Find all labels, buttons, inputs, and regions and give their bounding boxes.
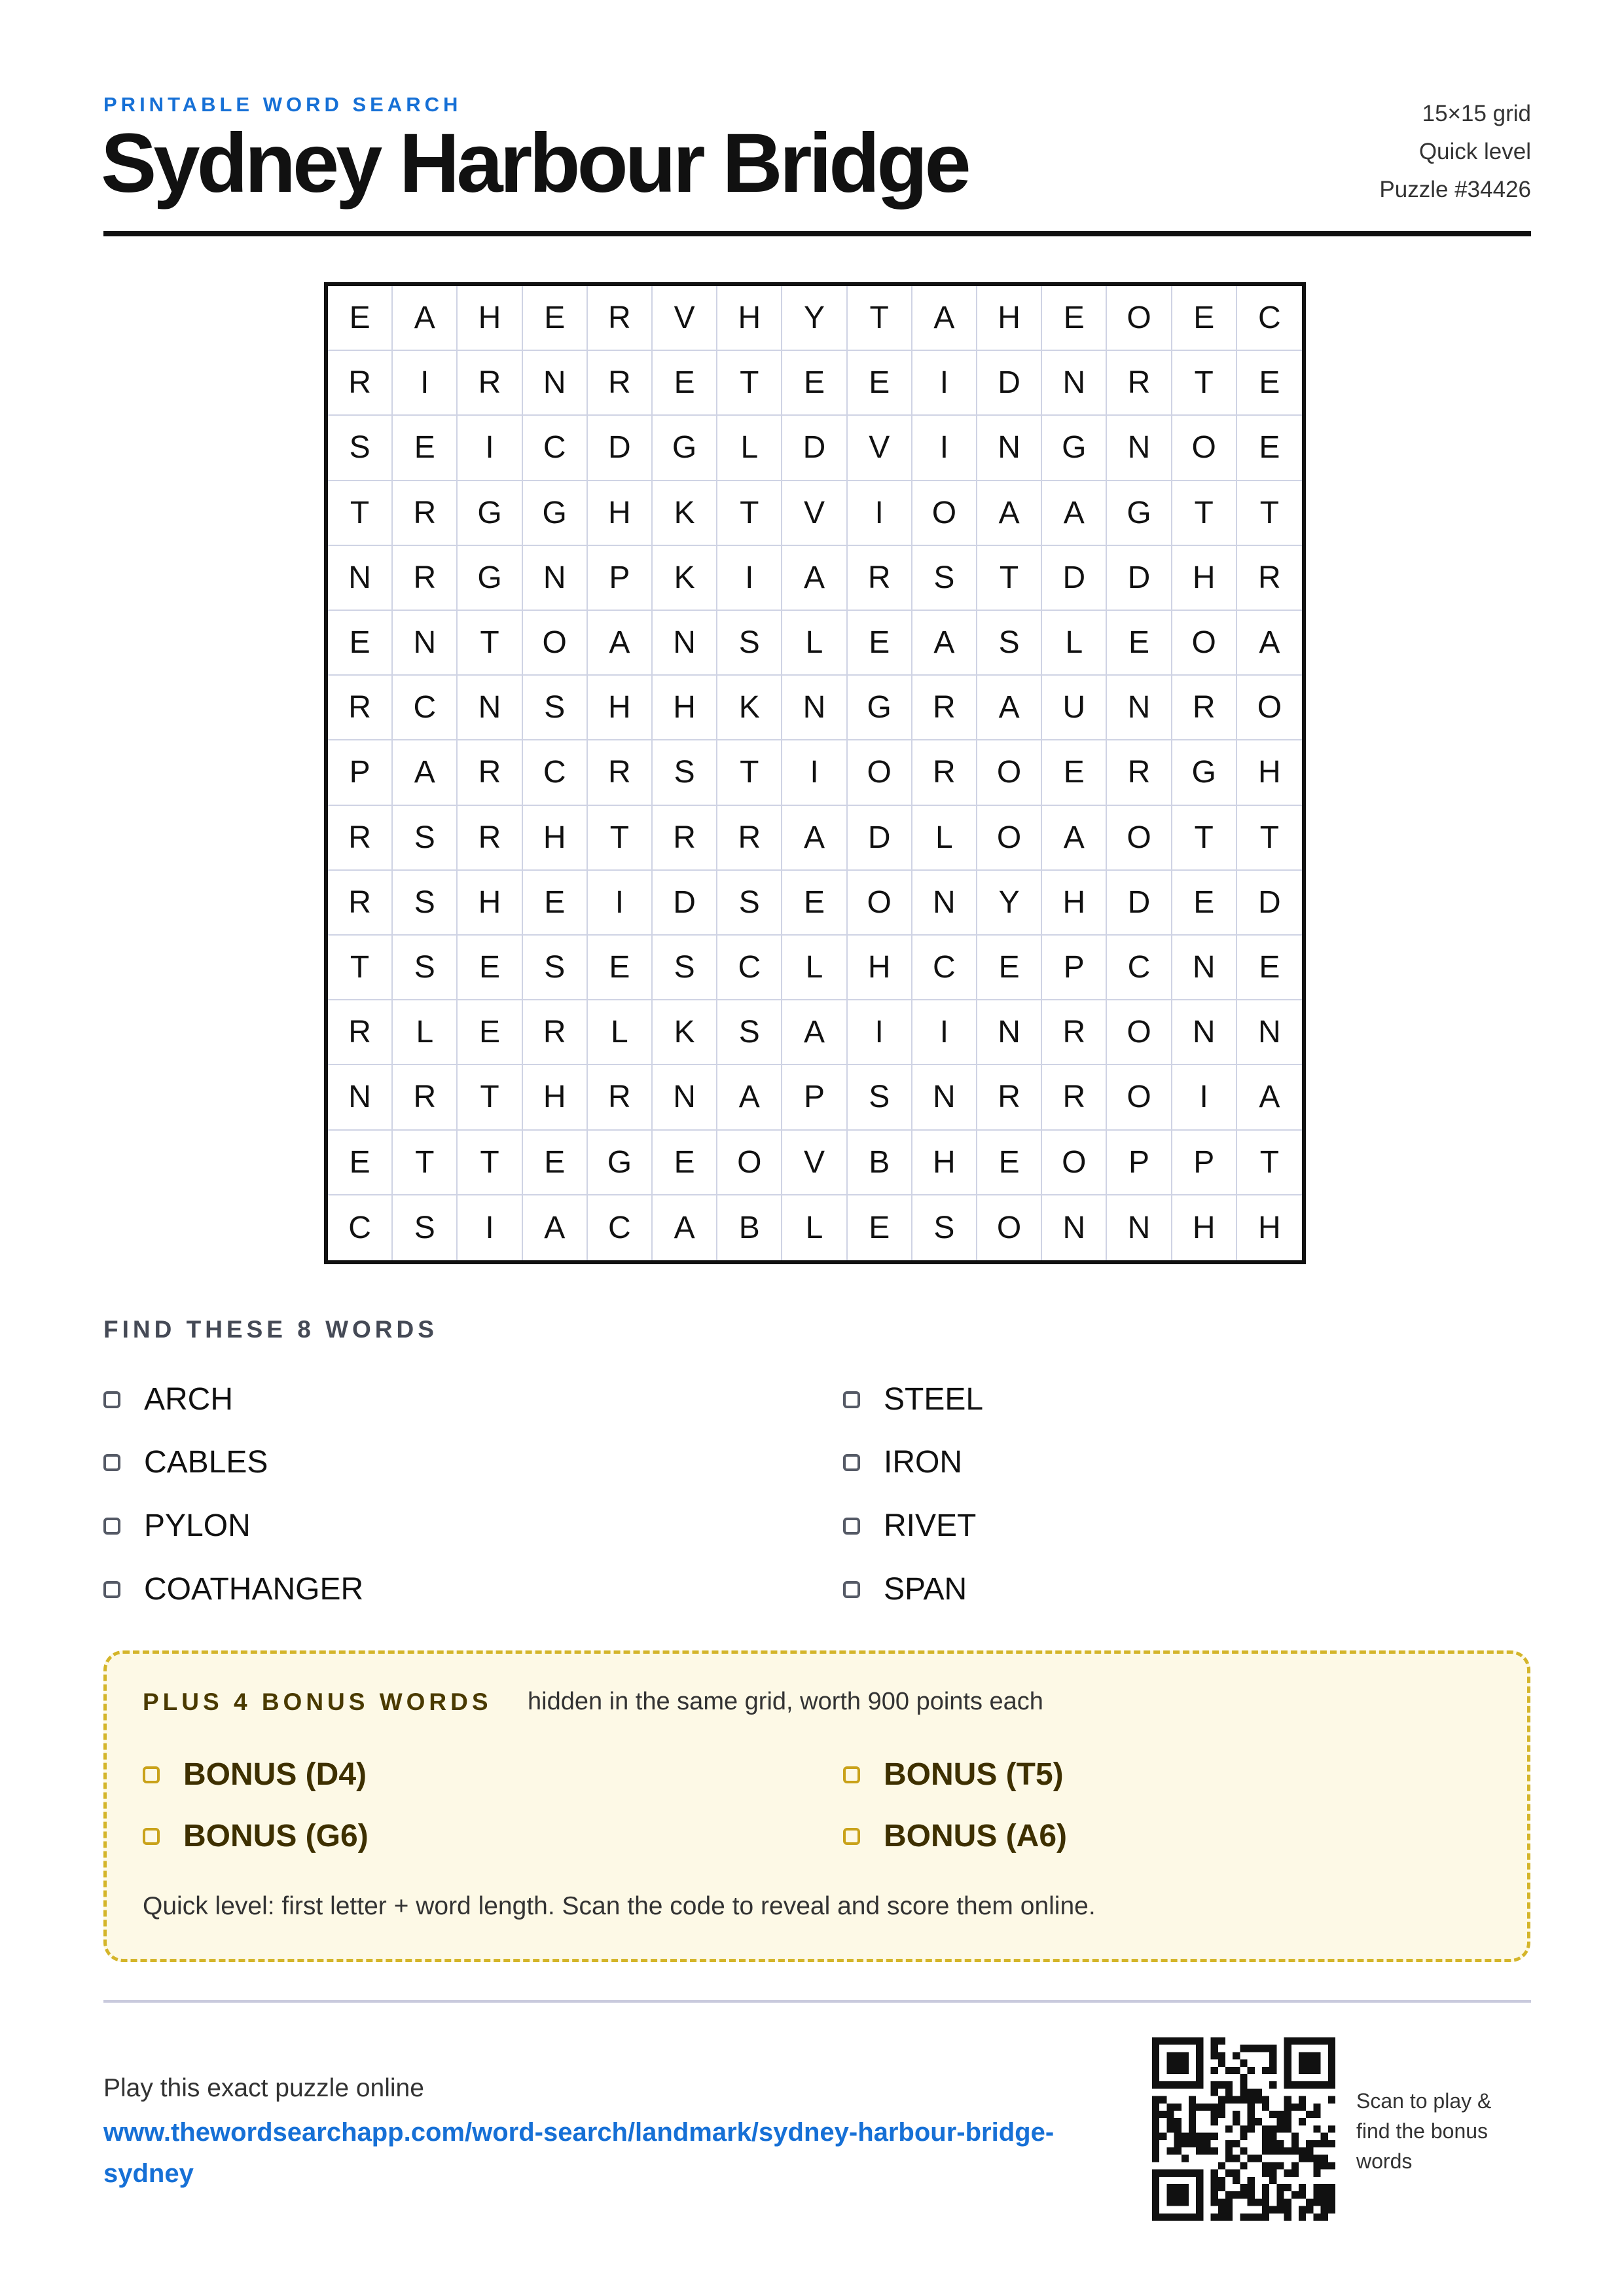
grid-cell[interactable]: S	[653, 936, 717, 1000]
grid-cell[interactable]: V	[653, 286, 717, 351]
grid-cell[interactable]: S	[393, 871, 458, 936]
grid-cell[interactable]: P	[1042, 936, 1107, 1000]
word-item[interactable]	[843, 1381, 983, 1417]
page-title: Sydney Harbour Bridge	[101, 117, 968, 210]
grid-cell[interactable]: L	[393, 1000, 458, 1065]
grid-cell[interactable]: P	[588, 546, 653, 611]
grid-cell[interactable]: T	[1172, 806, 1237, 871]
grid-cell[interactable]: S	[393, 936, 458, 1000]
grid-cell[interactable]: K	[653, 1000, 717, 1065]
grid-cell[interactable]: H	[1042, 871, 1107, 936]
grid-cell[interactable]: C	[328, 1195, 393, 1260]
grid-cell[interactable]: I	[458, 416, 522, 481]
grid-cell[interactable]: R	[912, 740, 977, 805]
grid-cell[interactable]: C	[912, 936, 977, 1000]
grid-cell[interactable]: T	[1172, 481, 1237, 546]
word-checkbox[interactable]	[843, 1518, 860, 1535]
grid-cell[interactable]: I	[458, 1195, 522, 1260]
grid-cell[interactable]: A	[588, 611, 653, 676]
grid-cell[interactable]: O	[1172, 611, 1237, 676]
grid-cell[interactable]: O	[1042, 1131, 1107, 1195]
word-label: SPAN	[884, 1572, 967, 1607]
grid-cell[interactable]: H	[523, 806, 588, 871]
grid-cell[interactable]: N	[328, 546, 393, 611]
grid-cell[interactable]: N	[328, 1065, 393, 1130]
grid-cell[interactable]: E	[328, 611, 393, 676]
grid-cell[interactable]: H	[1258, 1210, 1281, 1245]
grid-cell[interactable]: N	[977, 1000, 1042, 1065]
grid-cell[interactable]: G	[653, 416, 717, 481]
grid-cell[interactable]: H	[848, 936, 912, 1000]
kicker-label: PRINTABLE WORD SEARCH	[103, 93, 462, 116]
grid-cell[interactable]: A	[393, 740, 458, 805]
grid-cell[interactable]: D	[1042, 546, 1107, 611]
grid-cell[interactable]: E	[458, 1000, 522, 1065]
grid-cell[interactable]: O	[1107, 286, 1172, 351]
grid-cell[interactable]: R	[588, 286, 653, 351]
grid-cell[interactable]: A	[1237, 1065, 1302, 1130]
qr-code-icon[interactable]	[1152, 2037, 1335, 2221]
grid-cell[interactable]: D	[653, 871, 717, 936]
grid-cell[interactable]: N	[1107, 676, 1172, 740]
grid-cell[interactable]: H	[458, 871, 522, 936]
grid-cell[interactable]: G	[848, 676, 912, 740]
grid-cell[interactable]: A	[523, 1195, 588, 1260]
grid-cell[interactable]: H	[523, 1065, 588, 1130]
grid-cell[interactable]: I	[912, 416, 977, 481]
grid-cell[interactable]: H	[977, 286, 1042, 351]
grid-cell[interactable]: R	[1107, 351, 1172, 416]
grid-cell[interactable]: V	[782, 1131, 847, 1195]
grid-cell[interactable]: R	[458, 351, 522, 416]
grid-cell[interactable]: S	[393, 1195, 458, 1260]
grid-cell[interactable]: R	[588, 351, 653, 416]
grid-cell[interactable]: A	[1237, 611, 1302, 676]
grid-cell[interactable]: L	[588, 1000, 653, 1065]
grid-cell[interactable]: E	[977, 936, 1042, 1000]
bonus-checkbox[interactable]	[143, 1828, 160, 1845]
grid-cell[interactable]: N	[782, 676, 847, 740]
grid-cell[interactable]: H	[458, 286, 522, 351]
grid-cell[interactable]: N	[393, 611, 458, 676]
grid-cell[interactable]: T	[328, 481, 393, 546]
grid-cell[interactable]: B	[848, 1131, 912, 1195]
footer-divider	[103, 2000, 1531, 2003]
grid-cell[interactable]: H	[653, 676, 717, 740]
grid-cell[interactable]: T	[1237, 1131, 1302, 1195]
grid-cell[interactable]: R	[1107, 740, 1172, 805]
bonus-note: Quick level: first letter + word length. Scan the code to reveal and score them online.	[143, 1892, 1096, 1920]
grid-cell[interactable]: T	[328, 936, 393, 1000]
grid-cell[interactable]: S	[717, 871, 782, 936]
grid-cell[interactable]: E	[653, 351, 717, 416]
grid-cell[interactable]: O	[717, 1131, 782, 1195]
word-label: IRON	[884, 1445, 962, 1480]
bonus-checkbox[interactable]	[843, 1766, 860, 1783]
word-checkbox[interactable]	[103, 1518, 120, 1535]
grid-cell[interactable]: L	[912, 806, 977, 871]
grid-cell[interactable]: K	[653, 546, 717, 611]
word-checkbox[interactable]	[103, 1454, 120, 1471]
word-item[interactable]	[843, 1571, 967, 1607]
grid-cell[interactable]: R	[588, 740, 653, 805]
grid-cell[interactable]: E	[328, 1131, 393, 1195]
word-checkbox[interactable]	[103, 1391, 120, 1408]
grid-cell[interactable]: G	[458, 546, 522, 611]
grid-cell[interactable]: S	[717, 1000, 782, 1065]
grid-cell[interactable]: T	[1172, 351, 1237, 416]
grid-cell[interactable]: G	[458, 481, 522, 546]
grid-cell[interactable]: O	[977, 1195, 1042, 1260]
grid-cell[interactable]: T	[977, 546, 1042, 611]
grid-cell[interactable]: N	[523, 351, 588, 416]
grid-cell[interactable]: E	[523, 871, 588, 936]
grid-cell[interactable]: N	[1042, 351, 1107, 416]
grid-cell[interactable]: O	[1107, 1065, 1172, 1130]
grid-cell[interactable]: G	[1172, 740, 1237, 805]
grid-cell[interactable]: S	[523, 936, 588, 1000]
grid-cell[interactable]: O	[1237, 676, 1302, 740]
grid-cell[interactable]: E	[1237, 351, 1302, 416]
grid-cell[interactable]: R	[717, 806, 782, 871]
grid-size-label: 15×15 grid	[1422, 101, 1531, 126]
grid-cell[interactable]: C	[1237, 286, 1302, 351]
grid-cell[interactable]: T	[1237, 806, 1302, 871]
grid-cell[interactable]: R	[1237, 546, 1302, 611]
grid-cell[interactable]: I	[848, 1000, 912, 1065]
grid-cell[interactable]: C	[588, 1195, 653, 1260]
grid-cell[interactable]: H	[717, 286, 782, 351]
bonus-item[interactable]	[143, 1818, 369, 1854]
bonus-subtitle: hidden in the same grid, worth 900 points each	[528, 1688, 1043, 1715]
grid-cell[interactable]: A	[717, 1065, 782, 1130]
grid-cell[interactable]: N	[1172, 936, 1237, 1000]
grid-cell[interactable]: A	[1042, 481, 1107, 546]
grid-cell[interactable]: I	[912, 351, 977, 416]
word-item[interactable]	[103, 1444, 268, 1480]
grid-cell[interactable]: R	[393, 1065, 458, 1130]
grid-cell[interactable]: E	[393, 416, 458, 481]
bonus-heading: PLUS 4 BONUS WORDS	[143, 1688, 492, 1715]
grid-cell[interactable]: R	[328, 351, 393, 416]
grid-cell[interactable]: N	[1042, 1195, 1107, 1260]
grid-cell[interactable]: E	[1107, 611, 1172, 676]
level-label: Quick level	[1418, 139, 1531, 164]
grid-cell[interactable]: N	[1107, 416, 1172, 481]
grid-cell[interactable]: O	[848, 740, 912, 805]
grid-cell[interactable]: R	[458, 806, 522, 871]
grid-cell[interactable]: T	[717, 740, 782, 805]
grid-cell[interactable]: C	[717, 936, 782, 1000]
grid-cell[interactable]: N	[977, 416, 1042, 481]
grid-cell[interactable]: B	[717, 1195, 782, 1260]
grid-cell[interactable]: E	[1172, 871, 1237, 936]
grid-cell[interactable]: S	[912, 546, 977, 611]
grid-cell[interactable]: R	[1042, 1065, 1107, 1130]
bonus-item[interactable]	[143, 1757, 367, 1793]
grid-cell[interactable]: T	[717, 481, 782, 546]
grid-cell[interactable]: A	[977, 676, 1042, 740]
grid-cell[interactable]: T	[393, 1131, 458, 1195]
grid-cell[interactable]: A	[1042, 806, 1107, 871]
words-heading: FIND THESE 8 WORDS	[103, 1316, 438, 1343]
grid-cell[interactable]: R	[848, 546, 912, 611]
grid-cell[interactable]: S	[717, 611, 782, 676]
grid-cell[interactable]: N	[912, 871, 977, 936]
word-item[interactable]	[103, 1571, 363, 1607]
grid-cell[interactable]: V	[782, 481, 847, 546]
grid-cell[interactable]: L	[782, 611, 847, 676]
grid-cell[interactable]: N	[1172, 1000, 1237, 1065]
grid-cell[interactable]: D	[848, 806, 912, 871]
grid-cell[interactable]: R	[328, 1000, 393, 1065]
grid-cell[interactable]: Y	[977, 871, 1042, 936]
grid-cell[interactable]: D	[588, 416, 653, 481]
grid-cell[interactable]: N	[523, 546, 588, 611]
grid-cell[interactable]: L	[717, 416, 782, 481]
grid-cell[interactable]: P	[1107, 1131, 1172, 1195]
grid-cell[interactable]: O	[1172, 416, 1237, 481]
grid-cell[interactable]: U	[1042, 676, 1107, 740]
grid-cell[interactable]: S	[912, 1195, 977, 1260]
grid-cell[interactable]: V	[848, 416, 912, 481]
grid-cell[interactable]: H	[588, 481, 653, 546]
bonus-label: BONUS (A6)	[884, 1819, 1068, 1853]
grid-cell[interactable]: D	[782, 416, 847, 481]
word-checkbox[interactable]	[103, 1581, 120, 1598]
grid-cell[interactable]: T	[1237, 481, 1302, 546]
grid-cell[interactable]: S	[393, 806, 458, 871]
word-label: PYLON	[144, 1508, 251, 1543]
word-label: STEEL	[884, 1382, 984, 1417]
grid-cell[interactable]: E	[848, 611, 912, 676]
grid-cell[interactable]: N	[653, 1065, 717, 1130]
grid-cell[interactable]: O	[977, 740, 1042, 805]
grid-cell[interactable]: R	[1172, 676, 1237, 740]
grid-cell[interactable]: A	[393, 286, 458, 351]
word-label: COATHANGER	[144, 1572, 364, 1607]
grid-cell[interactable]: G	[1107, 481, 1172, 546]
grid-cell[interactable]: E	[588, 936, 653, 1000]
grid-cell[interactable]: R	[328, 806, 393, 871]
grid-cell[interactable]: A	[912, 286, 977, 351]
grid-cell[interactable]: E	[653, 1131, 717, 1195]
grid-cell[interactable]: E	[977, 1131, 1042, 1195]
grid-cell[interactable]: R	[393, 546, 458, 611]
grid-cell[interactable]: N	[458, 676, 522, 740]
grid-cell[interactable]: R	[653, 806, 717, 871]
grid-cell[interactable]: T	[458, 611, 522, 676]
grid-cell[interactable]: I	[393, 351, 458, 416]
grid-cell[interactable]: I	[588, 871, 653, 936]
header-divider	[103, 231, 1531, 236]
grid-cell[interactable]: S	[848, 1065, 912, 1130]
grid-cell[interactable]: A	[977, 481, 1042, 546]
grid-cell[interactable]: P	[782, 1065, 847, 1130]
grid-cell[interactable]: I	[1172, 1065, 1237, 1130]
grid-cell[interactable]: N	[912, 1065, 977, 1130]
grid-cell[interactable]: T	[717, 351, 782, 416]
grid-cell[interactable]: R	[328, 871, 393, 936]
word-label: ARCH	[144, 1382, 234, 1417]
grid-cell[interactable]: A	[782, 806, 847, 871]
bonus-label: BONUS (D4)	[183, 1757, 367, 1792]
grid-cell[interactable]: S	[328, 416, 393, 481]
grid-cell[interactable]: O	[912, 481, 977, 546]
grid-cell[interactable]: T	[458, 1131, 522, 1195]
grid-cell[interactable]: E	[1237, 416, 1302, 481]
grid-cell[interactable]: R	[523, 1000, 588, 1065]
word-checkbox[interactable]	[843, 1391, 860, 1408]
grid-cell[interactable]: P	[328, 740, 393, 805]
grid-cell[interactable]: D	[977, 351, 1042, 416]
puzzle-number-label: Puzzle #34426	[1379, 177, 1531, 202]
bonus-item[interactable]	[843, 1757, 1064, 1793]
grid-cell[interactable]: I	[848, 481, 912, 546]
grid-cell[interactable]: A	[653, 1195, 717, 1260]
grid-cell[interactable]: E	[782, 351, 847, 416]
grid-cell[interactable]: R	[328, 676, 393, 740]
grid-cell[interactable]: O	[1107, 1000, 1172, 1065]
bonus-item[interactable]	[843, 1818, 1067, 1854]
grid-cell[interactable]: E	[458, 936, 522, 1000]
grid-cell[interactable]: E	[328, 286, 393, 351]
word-item[interactable]	[103, 1508, 251, 1544]
grid-cell[interactable]: E	[848, 1195, 912, 1260]
grid-cell[interactable]: H	[1172, 1195, 1237, 1260]
grid-cell[interactable]: R	[977, 1065, 1042, 1130]
grid-cell[interactable]: H	[1237, 740, 1302, 805]
grid-cell[interactable]: R	[458, 740, 522, 805]
grid-cell[interactable]: H	[1172, 546, 1237, 611]
grid-cell[interactable]: K	[717, 676, 782, 740]
grid-cell[interactable]: C	[523, 740, 588, 805]
grid-cell[interactable]: C	[393, 676, 458, 740]
grid-cell[interactable]: R	[1042, 1000, 1107, 1065]
grid-cell[interactable]: E	[1042, 740, 1107, 805]
grid-cell[interactable]: A	[912, 611, 977, 676]
grid-cell[interactable]: G	[523, 481, 588, 546]
grid-cell[interactable]: A	[782, 1000, 847, 1065]
grid-cell[interactable]: O	[848, 871, 912, 936]
grid-cell[interactable]: N	[653, 611, 717, 676]
grid-cell[interactable]: T	[458, 1065, 522, 1130]
grid-cell[interactable]: E	[782, 871, 847, 936]
grid-cell[interactable]: S	[653, 740, 717, 805]
grid-cell[interactable]: E	[1042, 286, 1107, 351]
grid-cell[interactable]: C	[1107, 936, 1172, 1000]
grid-cell[interactable]: O	[977, 806, 1042, 871]
grid-cell[interactable]: N	[1237, 1000, 1302, 1065]
grid-cell[interactable]: E	[1237, 936, 1302, 1000]
bonus-checkbox[interactable]	[143, 1766, 160, 1783]
grid-cell[interactable]: D	[1107, 871, 1172, 936]
puzzle-url-link[interactable]: www.thewordsearchapp.com/word-search/landmark/sydney-harbour-bridge-sydney	[103, 2118, 1055, 2188]
grid-cell[interactable]: E	[1172, 286, 1237, 351]
grid-cell[interactable]: E	[523, 286, 588, 351]
grid-cell[interactable]: L	[1042, 611, 1107, 676]
grid-cell[interactable]: S	[977, 611, 1042, 676]
grid-cell[interactable]: O	[1107, 806, 1172, 871]
grid-cell[interactable]: G	[1042, 416, 1107, 481]
grid-cell[interactable]: R	[588, 1065, 653, 1130]
bonus-label: BONUS (T5)	[884, 1757, 1064, 1792]
grid-cell[interactable]: D	[1237, 871, 1302, 936]
word-checkbox[interactable]	[843, 1581, 860, 1598]
grid-cell[interactable]: H	[912, 1131, 977, 1195]
scan-instructions: Scan to play & find the bonus words	[1356, 2089, 1492, 2173]
grid-cell[interactable]: P	[1172, 1131, 1237, 1195]
grid-cell[interactable]: L	[782, 1195, 847, 1260]
play-online-label: Play this exact puzzle online	[103, 2074, 424, 2102]
grid-cell[interactable]: K	[653, 481, 717, 546]
grid-cell[interactable]: Y	[782, 286, 847, 351]
puzzle-meta	[1379, 95, 1531, 209]
grid-cell[interactable]: O	[523, 611, 588, 676]
grid-cell[interactable]: I	[782, 740, 847, 805]
grid-cell[interactable]: R	[393, 481, 458, 546]
grid-cell[interactable]: N	[1107, 1195, 1172, 1260]
grid-cell[interactable]: R	[912, 676, 977, 740]
grid-cell[interactable]: I	[912, 1000, 977, 1065]
word-label: RIVET	[884, 1508, 977, 1543]
word-item[interactable]	[103, 1381, 233, 1417]
bonus-label: BONUS (G6)	[183, 1819, 369, 1853]
grid-cell[interactable]: E	[523, 1131, 588, 1195]
word-item[interactable]	[843, 1444, 962, 1480]
word-label: CABLES	[144, 1445, 268, 1480]
grid-cell[interactable]: I	[717, 546, 782, 611]
grid-cell[interactable]: D	[1107, 546, 1172, 611]
grid-cell[interactable]: L	[782, 936, 847, 1000]
grid-cell[interactable]: C	[523, 416, 588, 481]
grid-cell[interactable]: A	[782, 546, 847, 611]
grid-cell[interactable]: T	[848, 286, 912, 351]
word-item[interactable]	[843, 1508, 976, 1544]
word-checkbox[interactable]	[843, 1454, 860, 1471]
word-search-grid[interactable]	[324, 282, 1306, 1264]
grid-cell[interactable]: S	[523, 676, 588, 740]
bonus-checkbox[interactable]	[843, 1828, 860, 1845]
grid-cell[interactable]: G	[588, 1131, 653, 1195]
grid-cell[interactable]: H	[588, 676, 653, 740]
grid-cell[interactable]: T	[588, 806, 653, 871]
grid-cell[interactable]: E	[848, 351, 912, 416]
